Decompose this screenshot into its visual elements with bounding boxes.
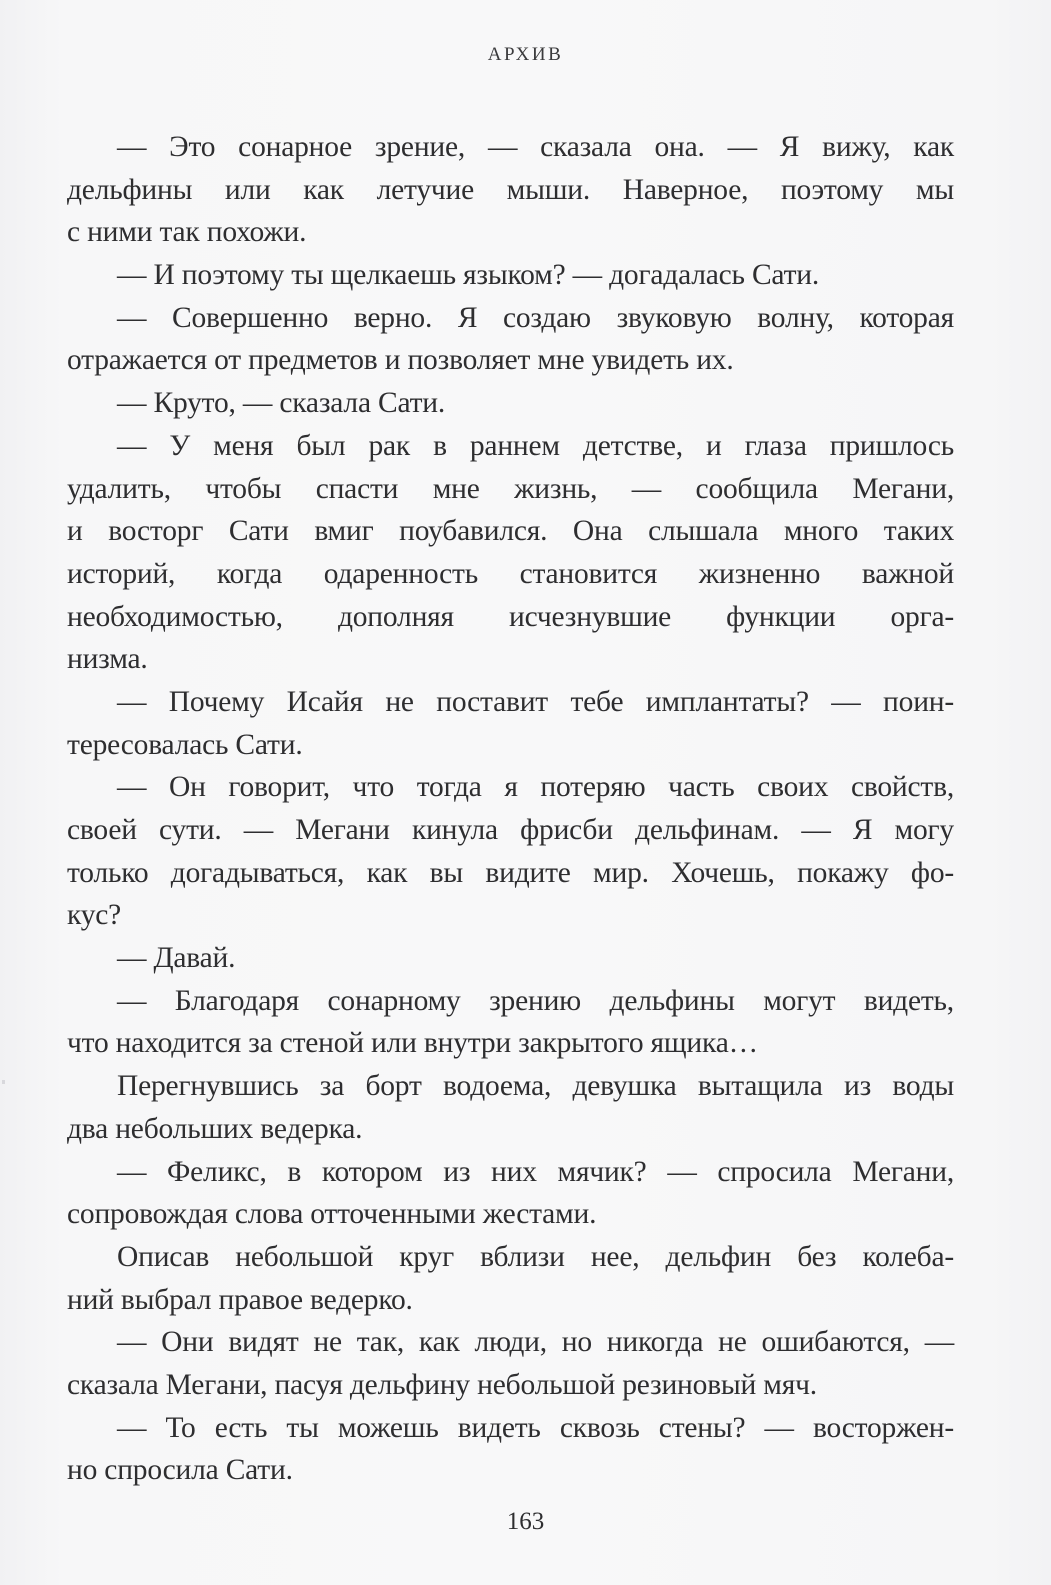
text-line: Описав небольшой круг вблизи нее, дельфин без колеба-	[117, 1240, 954, 1273]
text-line: — Совершенно верно. Я создаю звуковую волну, которая	[117, 301, 954, 334]
text-line: отражается от предметов и позволяет мне увидеть их.	[67, 344, 734, 377]
text-line: — Благодаря сонарному зрению дельфины могут видеть,	[117, 984, 954, 1017]
text-line: — Они видят не так, как люди, но никогда не ошибаются, —	[117, 1326, 954, 1359]
text-line: — И поэтому ты щелкаешь языком? — догадалась Сати.	[117, 259, 820, 292]
text-line: своей сути. — Мегани кинула фрисби дельфинам. — Я могу	[67, 814, 954, 846]
scan-artifact	[2, 1080, 5, 1084]
text-line: дельфины или как летучие мыши. Наверное, поэтому мы	[67, 173, 954, 206]
text-line: историй, когда одаренность становится жизненно важной	[67, 557, 954, 590]
text-line: низма.	[67, 643, 148, 676]
text-line: необходимостью, дополняя исчезнувшие функции орга-	[67, 600, 954, 633]
body-text	[67, 126, 954, 1492]
text-line: удалить, чтобы спасти мне жизнь, — сообщила Мегани,	[67, 472, 954, 505]
text-line: — То есть ты можешь видеть сквозь стены? — восторжен-	[117, 1411, 954, 1444]
page-number: 163	[506, 1508, 545, 1535]
text-line: с ними так похожи.	[67, 216, 307, 249]
text-line: что находится за стеной или внутри закрытого ящика…	[67, 1027, 758, 1060]
text-line: кус?	[67, 899, 122, 932]
text-line: — У меня был рак в раннем детстве, и глаза пришлось	[117, 429, 954, 462]
text-line: только догадываться, как вы видите мир. Хочешь, покажу фо-	[67, 856, 954, 889]
text-line: — Это сонарное зрение, — сказала она. — Я вижу, как	[117, 131, 954, 163]
text-line: — Круто, — сказала Сати.	[117, 387, 446, 420]
running-head: АРХИВ	[487, 44, 564, 65]
text-line: но спросила Сати.	[67, 1454, 293, 1487]
text-line: тересовалась Сати.	[67, 728, 303, 761]
text-line: и восторг Сати вмиг поубавился. Она слышала много таких	[67, 515, 954, 548]
text-line: сказала Мегани, пасуя дельфину небольшой резиновый мяч.	[67, 1368, 817, 1401]
text-line: два небольших ведерка.	[67, 1112, 363, 1145]
text-line: ний выбрал правое ведерко.	[67, 1283, 413, 1316]
text-line: — Феликс, в котором из них мячик? — спросила Мегани,	[117, 1155, 954, 1188]
text-line: Перегнувшись за борт водоема, девушка вытащила из воды	[117, 1070, 954, 1103]
text-line: — Почему Исайя не поставит тебе имплантаты? — поин-	[117, 685, 954, 718]
text-line: сопровождая слова отточенными жестами.	[67, 1198, 597, 1231]
text-line: — Он говорит, что тогда я потеряю часть своих свойств,	[117, 771, 954, 804]
text-line: — Давай.	[117, 942, 236, 975]
